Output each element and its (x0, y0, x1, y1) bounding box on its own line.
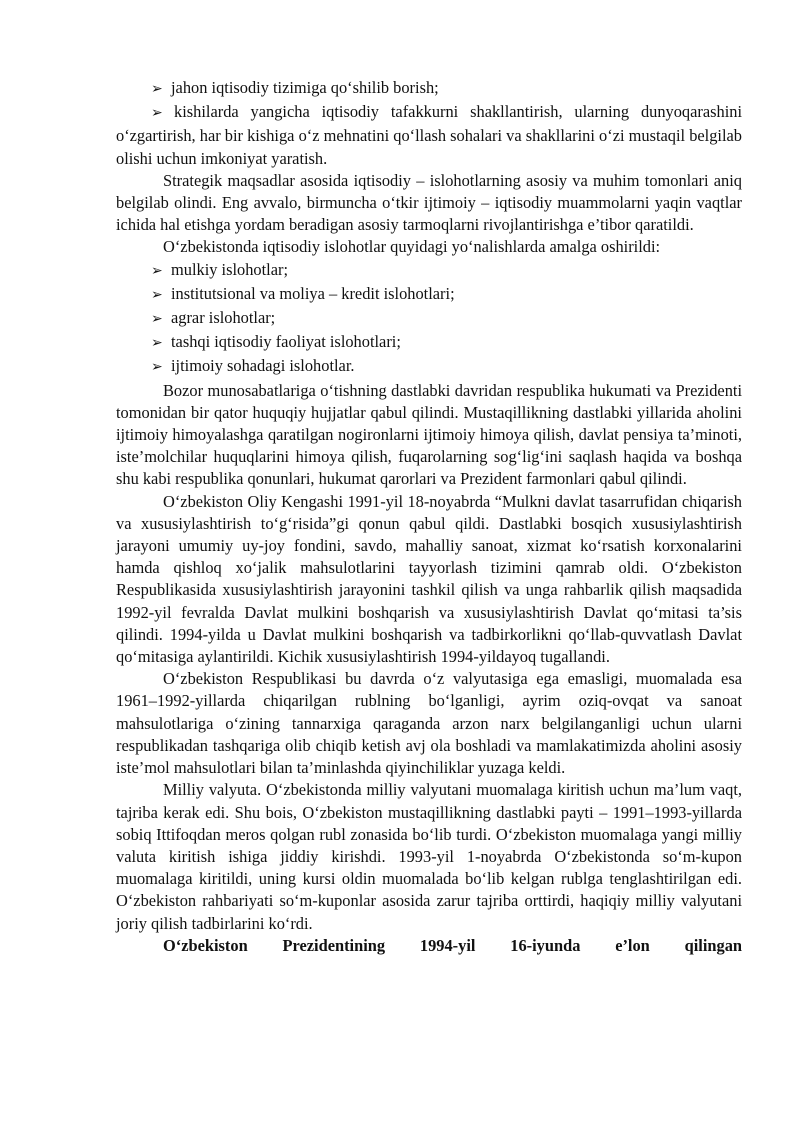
list-item (116, 307, 742, 331)
list-item (116, 355, 742, 379)
paragraph-reform-directions-intro: O‘zbekistonda iqtisodiy islohotlar quyidagi yo‘nalishlarda amalga oshirildi: (163, 237, 661, 257)
list-item-text: kishilarda yangicha iqtisodiy tafakkurni shakllantirish, ularning dunyoqarashini o‘zgartirish, har bir kishiga o‘z mehnatini qo‘llash sohalari va shakllarini o‘zi mustaqil belgilab olishi uchun imkoniyat yaratish. (116, 102, 743, 168)
list-item-text: ijtimoiy sohadagi islohotlar. (171, 356, 355, 376)
list-item-text: institutsional va moliya – kredit islohotlari; (171, 283, 455, 303)
arrow-bullet-icon: ➢ (151, 287, 163, 303)
paragraph-presidential-decree: O‘zbekiston Prezidentining 1994-yil 16-iyunda e’lon qilingan (163, 935, 742, 955)
list-item (116, 101, 742, 170)
list-item-text: jahon iqtisodiy tizimiga qo‘shilib borish; (171, 78, 439, 97)
document-body (116, 77, 742, 957)
arrow-bullet-icon: ➢ (151, 82, 163, 97)
paragraph-national-currency: Milliy valyuta. O‘zbekistonda milliy valyutani muomalaga kiritish uchun ma’lum vaqt, tajriba kerak edi. Shu bois, O‘zbekiston mustaqillikning dastlabki payti – 1991–1993-yillarda sobiq Ittifoqdan meros qolgan rubl zonasida bo‘lib turdi. O‘zbekiston muomalaga yangi milliy valuta kiritish ishiga jiddiy kirishdi. 1993-yil 1-noyabrda O‘zbekistonda so‘m-kupon muomalaga kiritildi, uning kursi oldin muomalada bo‘lib kelgan rublga tenglashtirilgan edi. O‘zbekiston rahbariyati so‘m-kuponlar asosida zarur tajriba orttirdi, haqiqiy milliy valyutani joriy qilish tadbirlarini ko‘rdi. (116, 780, 742, 933)
list-item-text: mulkiy islohotlar; (171, 259, 289, 279)
list-item (116, 283, 742, 307)
paragraph-market-transition: Bozor munosabatlariga o‘tishning dastlabki davridan respublika hukumati va Prezidenti tomonidan bir qator huquqiy hujjatlar qabul qilindi. Mustaqillikning dastlabki yillarida aholini ijtimoiy himoyalashga qaratilgan nogironlarni ijtimoiy himoya qilish, davlat pensiya ta’minoti, iste’molchilar huquqlarini himoya qilish, fuqarolarning sog‘lig‘ini saqlash haqida va boshqa shu kabi respublika qonunlari, hukumat qarorlari va Prezident farmonlari qabul qilindi. (116, 380, 742, 489)
arrow-bullet-icon: ➢ (151, 106, 175, 122)
paragraph-strategic-goals: Strategik maqsadlar asosida iqtisodiy – islohotlarning asosiy va muhim tomonlari aniq belgilab olindi. Eng avvalo, birmuncha o‘tkir ijtimoiy – iqtisodiy muammolarni yaqin vaqtlar ichida hal etishga yordam beradigan asosiy tarmoqlarni rivojlantirishga e’tibor qaratildi. (116, 170, 742, 235)
list-item (116, 331, 742, 355)
arrow-bullet-icon: ➢ (151, 312, 163, 328)
arrow-bullet-icon: ➢ (151, 336, 163, 352)
list-item-text: agrar islohotlar; (171, 308, 276, 328)
list-item (116, 259, 742, 283)
paragraph-currency-situation: O‘zbekiston Respublikasi bu davrda o‘z valyutasiga ega emasligi, muomalada esa 1961–1992-yillarda chiqarilgan rublning bo‘lganligi, ayrim oziq-ovqat va sanoat mahsulotlariga o‘zining tannarxiga qaraganda arzon narx belgilanganligi uchun ularni respublikadan tashqariga olib chiqib ketish avj ola boshladi va mamlakatimizda aholini asosiy iste’mol mahsulotlari bilan ta’minlashda qiyinchiliklar yuzaga keldi. (116, 669, 742, 778)
list-item (116, 77, 742, 101)
arrow-bullet-icon: ➢ (151, 360, 163, 376)
paragraph-privatization: O‘zbekiston Oliy Kengashi 1991-yil 18-noyabrda “Mulkni davlat tasarrufidan chiqarish va xususiylashtirish to‘g‘risida”gi qonun qabul qildi. Dastlabki bosqich xususiylashtirish jarayoni umumiy uy-joy fondini, savdo, mahalliy sanoat, xizmat ko‘rsatish korxonalarini hamda qishloq xo‘jalik mahsulotlarini tayyorlash tizimini qamrab oldi. O‘zbekiston Respublikasida xususiylashtirish jarayonini tashkil qilish va unga rahbarlik qilish maqsadida 1992-yil fevralda Davlat mulkini boshqarish va xususiylashtirish Davlat qo‘mitasi ta’sis qilindi. 1994-yilda u Davlat mulkini boshqarish va tadbirkorlikni qo‘llab-quvvatlash Davlat qo‘mitasiga aylantirildi. Kichik xususiylashtirish 1994-yildayoq tugallandi. (116, 491, 742, 667)
list-item-text: tashqi iqtisodiy faoliyat islohotlari; (171, 332, 401, 352)
arrow-bullet-icon: ➢ (151, 263, 163, 279)
